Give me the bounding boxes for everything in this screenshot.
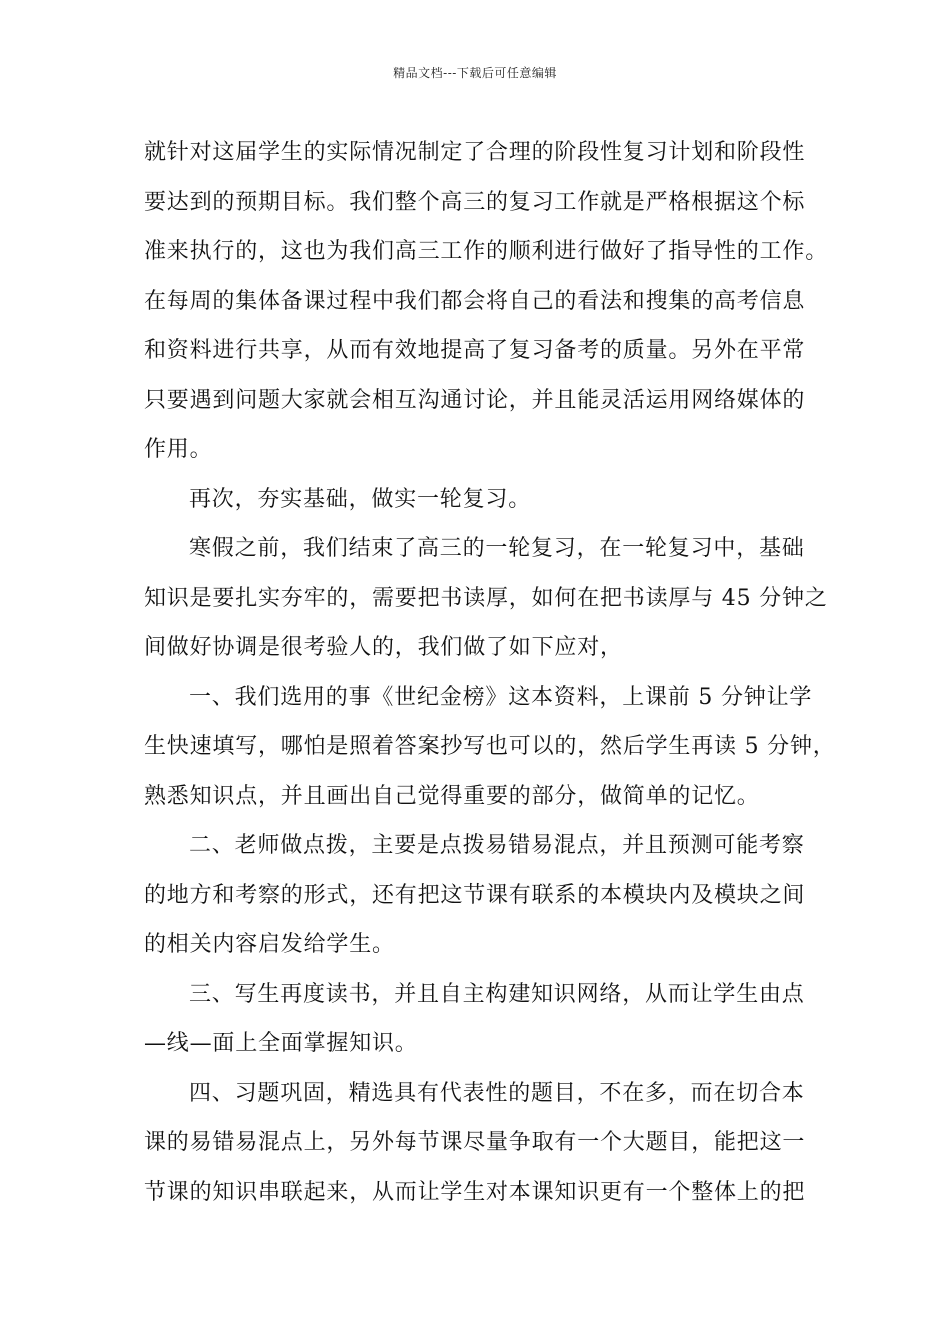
text-line: 三、写生再度读书，并且自主构建知识网络，从而让学生由点 (189, 981, 805, 1007)
text-line: 寒假之前，我们结束了高三的一轮复习，在一轮复习中，基础 (189, 536, 805, 561)
text-line: 四、习题巩固，精选具有代表性的题目，不在多，而在切合本 (189, 1080, 805, 1106)
text-line: 间做好协调是很考验人的，我们做了如下应对， (144, 635, 623, 660)
text-line: 生快速填写，哪怕是照着答案抄写也可以的，然后学生再读 5 分钟， (144, 734, 836, 759)
text-line: 知识是要扎实夯牢的，需要把书读厚，如何在把书读厚与 45 分钟之 (144, 585, 828, 611)
text-line: 只要遇到问题大家就会相互沟通讨论，并且能灵活运用网络媒体的 (144, 387, 806, 413)
paragraph-7 (144, 1069, 814, 1218)
paragraph-1 (144, 128, 829, 475)
text-line: 就针对这届学生的实际情况制定了合理的阶段性复习计划和阶段性 (144, 140, 806, 165)
text-line: 在每周的集体备课过程中我们都会将自己的看法和搜集的高考信息 (144, 288, 806, 314)
paragraph-4 (144, 673, 836, 822)
paragraph-2 (144, 475, 814, 525)
text-line: 准来执行的，这也为我们高三工作的顺利进行做好了指导性的工作。 (144, 239, 829, 264)
text-line: 和资料进行共享，从而有效地提高了复习备考的质量。另外在平常 (144, 338, 806, 363)
text-line: 熟悉知识点，并且画出自己觉得重要的部分，做简单的记忆。 (144, 783, 760, 809)
page-header: 精品文档---下载后可任意编辑 (393, 66, 557, 80)
text-line: 的相关内容启发给学生。 (144, 932, 395, 957)
paragraph-6 (144, 970, 814, 1069)
text-line: 二、老师做点拨，主要是点拨易错易混点，并且预测可能考察 (189, 833, 805, 858)
paragraph-5 (144, 821, 814, 970)
text-line: 作用。 (144, 437, 213, 462)
text-line: 一、我们选用的事《世纪金榜》这本资料，上课前 5 分钟让学 (189, 684, 813, 710)
text-line: 节课的知识串联起来，从而让学生对本课知识更有一个整体上的把 (144, 1179, 806, 1205)
text-line: —线—面上全面掌握知识。 (144, 1031, 418, 1056)
document-body (144, 128, 836, 1217)
text-line: 的地方和考察的形式，还有把这节课有联系的本模块内及模块之间 (144, 882, 806, 908)
paragraph-3 (144, 524, 828, 673)
text-line: 再次，夯实基础，做实一轮复习。 (189, 486, 532, 512)
text-line: 课的易错易混点上，另外每节课尽量争取有一个大题目，能把这一 (144, 1130, 806, 1155)
text-line: 要达到的预期目标。我们整个高三的复习工作就是严格根据这个标 (144, 189, 806, 215)
